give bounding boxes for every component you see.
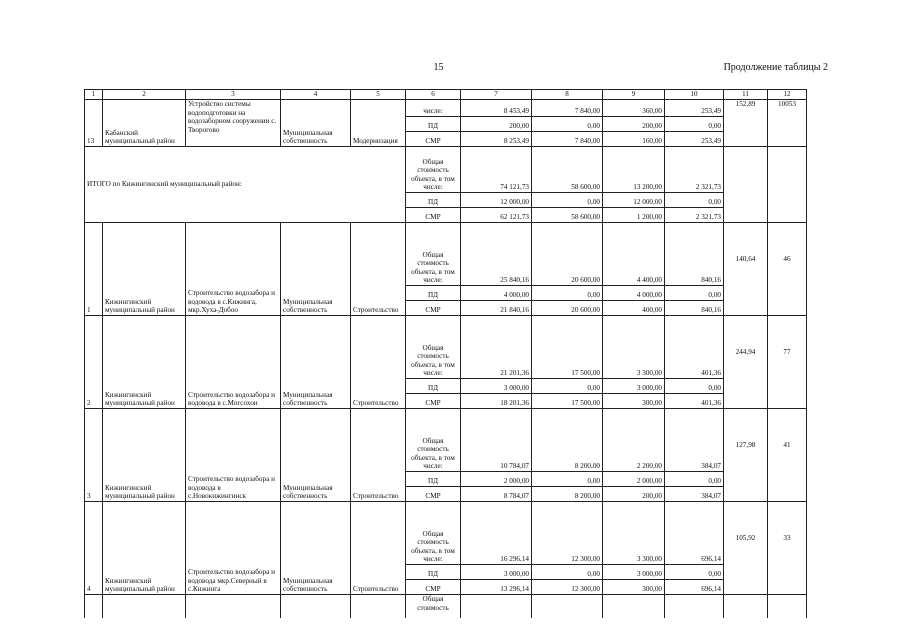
col11-cell: 244,94 xyxy=(724,316,768,409)
col12-cell xyxy=(768,147,807,223)
district-cell: Кабанский муниципальный район xyxy=(103,100,186,147)
value-cell: 12 300,00 xyxy=(532,502,603,565)
col11-cell xyxy=(724,595,768,619)
smr-label: СМР xyxy=(406,394,461,409)
project-cell: Строительство водозабора и водовода в с.Кижинга, мкр.Хуха-Добоо xyxy=(186,223,281,316)
row-number: 3 xyxy=(85,409,103,502)
column-number-header xyxy=(85,90,807,100)
value-cell: 401,36 xyxy=(665,394,724,409)
work-type-cell: Строительство xyxy=(351,316,406,409)
value-cell: 253,49 xyxy=(665,100,724,117)
cost-label: Общая стоимость xyxy=(406,595,461,619)
ownership-cell: Муниципальная собственность xyxy=(281,409,351,502)
value-cell: 20 600,00 xyxy=(532,223,603,286)
value-cell: 13 200,00 xyxy=(603,147,665,193)
value-cell: 18 201,36 xyxy=(461,394,532,409)
total-row xyxy=(85,147,807,193)
col12-cell: 33 xyxy=(768,502,807,595)
col12-cell: 10053 xyxy=(768,100,807,147)
work-type-cell: Строительство xyxy=(351,223,406,316)
smr-label: СМР xyxy=(406,132,461,147)
value-cell: 0,00 xyxy=(665,193,724,208)
col12-cell: 77 xyxy=(768,316,807,409)
table-row xyxy=(85,223,807,286)
smr-label: СМР xyxy=(406,208,461,223)
value-cell: 16 296,14 xyxy=(461,502,532,565)
header-cell: 8 xyxy=(532,90,603,100)
value-cell xyxy=(603,595,665,619)
total-label: ИТОГО по Кижингинский муниципальный район: xyxy=(85,147,406,223)
header-cell: 1 xyxy=(85,90,103,100)
pd-label: ПД xyxy=(406,286,461,301)
value-cell: 7 840,00 xyxy=(532,100,603,117)
data-table xyxy=(84,89,807,618)
row-number: 13 xyxy=(85,100,103,147)
value-cell: 2 200,00 xyxy=(603,409,665,472)
col12-cell: 41 xyxy=(768,409,807,502)
value-cell: 0,00 xyxy=(665,117,724,132)
ownership-cell: Муниципальная собственность xyxy=(281,502,351,595)
value-cell: 401,36 xyxy=(665,316,724,379)
value-cell: 8 253,49 xyxy=(461,132,532,147)
value-cell: 3 300,00 xyxy=(603,316,665,379)
ownership-cell xyxy=(281,595,351,619)
pd-label: ПД xyxy=(406,193,461,208)
table-row xyxy=(85,595,807,619)
header-cell: 2 xyxy=(103,90,186,100)
value-cell xyxy=(532,595,603,619)
header-cell: 10 xyxy=(665,90,724,100)
value-cell: 3 000,00 xyxy=(461,379,532,394)
district-cell: Кижингинский муниципальный район xyxy=(103,316,186,409)
value-cell: 0,00 xyxy=(665,472,724,487)
value-cell: 0,00 xyxy=(532,193,603,208)
row-number: 2 xyxy=(85,316,103,409)
page-number: 15 xyxy=(433,62,444,73)
value-cell: 8 200,00 xyxy=(532,487,603,502)
pd-label: ПД xyxy=(406,379,461,394)
value-cell: 17 500,00 xyxy=(532,316,603,379)
value-cell: 0,00 xyxy=(532,286,603,301)
value-cell: 400,00 xyxy=(603,301,665,316)
value-cell: 74 121,73 xyxy=(461,147,532,193)
value-cell: 2 000,00 xyxy=(461,472,532,487)
project-cell: Строительство водозабора и водовода в с.Новокижингинск xyxy=(186,409,281,502)
header-cell: 7 xyxy=(461,90,532,100)
value-cell: 2 000,00 xyxy=(603,472,665,487)
work-type-cell xyxy=(351,595,406,619)
value-cell: 0,00 xyxy=(532,472,603,487)
value-cell: 12 300,00 xyxy=(532,580,603,595)
value-cell: 3 000,00 xyxy=(603,379,665,394)
value-cell: 12 000,00 xyxy=(461,193,532,208)
value-cell: 12 000,00 xyxy=(603,193,665,208)
value-cell: 300,00 xyxy=(603,580,665,595)
district-cell: Кижингинский муниципальный район xyxy=(103,223,186,316)
value-cell: 20 600,00 xyxy=(532,301,603,316)
project-cell: Строительство водозабора и водовода мкр.Северный в с.Кижинга xyxy=(186,502,281,595)
header-cell: 5 xyxy=(351,90,406,100)
cost-label: Общая стоимость объекта, в том числе: xyxy=(406,223,461,286)
cost-label: числе: xyxy=(406,100,461,117)
value-cell: 4 400,00 xyxy=(603,223,665,286)
pd-label: ПД xyxy=(406,565,461,580)
cost-label: Общая стоимость объекта, в том числе: xyxy=(406,147,461,193)
value-cell: 58 600,00 xyxy=(532,147,603,193)
value-cell: 200,00 xyxy=(461,117,532,132)
header-cell: 4 xyxy=(281,90,351,100)
value-cell: 62 121,73 xyxy=(461,208,532,223)
value-cell: 1 200,00 xyxy=(603,208,665,223)
value-cell: 58 600,00 xyxy=(532,208,603,223)
ownership-cell: Муниципальная собственность xyxy=(281,100,351,147)
project-cell: Устройство системы водоподготовки на водозаборном сооружении с. Твороговo xyxy=(186,100,281,147)
col11-cell: 140,64 xyxy=(724,223,768,316)
row-number xyxy=(85,595,103,619)
value-cell: 840,16 xyxy=(665,223,724,286)
pd-label: ПД xyxy=(406,117,461,132)
table-row xyxy=(85,100,807,117)
value-cell: 25 840,16 xyxy=(461,223,532,286)
value-cell: 13 296,14 xyxy=(461,580,532,595)
col11-cell: 127,98 xyxy=(724,409,768,502)
ownership-cell: Муниципальная собственность xyxy=(281,316,351,409)
value-cell: 2 321,73 xyxy=(665,208,724,223)
district-cell: Кижингинский муниципальный район xyxy=(103,409,186,502)
value-cell: 3 300,00 xyxy=(603,502,665,565)
value-cell: 300,00 xyxy=(603,394,665,409)
smr-label: СМР xyxy=(406,301,461,316)
value-cell xyxy=(665,595,724,619)
header-cell: 11 xyxy=(724,90,768,100)
work-type-cell: Модернизация xyxy=(351,100,406,147)
value-cell: 4 000,00 xyxy=(461,286,532,301)
value-cell: 160,00 xyxy=(603,132,665,147)
value-cell: 8 784,07 xyxy=(461,487,532,502)
col12-cell xyxy=(768,595,807,619)
smr-label: СМР xyxy=(406,580,461,595)
value-cell: 21 840,16 xyxy=(461,301,532,316)
value-cell: 0,00 xyxy=(665,379,724,394)
pd-label: ПД xyxy=(406,472,461,487)
value-cell xyxy=(461,595,532,619)
value-cell: 0,00 xyxy=(532,565,603,580)
cost-label: Общая стоимость объекта, в том числе: xyxy=(406,502,461,565)
header-cell: 3 xyxy=(186,90,281,100)
value-cell: 2 321,73 xyxy=(665,147,724,193)
value-cell: 0,00 xyxy=(532,117,603,132)
value-cell: 7 840,00 xyxy=(532,132,603,147)
header-cell: 6 xyxy=(406,90,461,100)
smr-label: СМР xyxy=(406,487,461,502)
district-cell xyxy=(103,595,186,619)
value-cell: 200,00 xyxy=(603,117,665,132)
value-cell: 360,00 xyxy=(603,100,665,117)
cost-label: Общая стоимость объекта, в том числе: xyxy=(406,409,461,472)
value-cell: 3 000,00 xyxy=(461,565,532,580)
value-cell: 0,00 xyxy=(665,286,724,301)
col11-cell xyxy=(724,147,768,223)
header-cell: 9 xyxy=(603,90,665,100)
district-cell: Кижингинский муниципальный район xyxy=(103,502,186,595)
col11-cell: 152,89 xyxy=(724,100,768,147)
table-continuation-label: Продолжение таблицы 2 xyxy=(723,62,828,73)
value-cell: 253,49 xyxy=(665,132,724,147)
work-type-cell: Строительство xyxy=(351,409,406,502)
cost-label: Общая стоимость объекта, в том числе: xyxy=(406,316,461,379)
table-row xyxy=(85,316,807,379)
value-cell: 384,07 xyxy=(665,409,724,472)
row-number: 4 xyxy=(85,502,103,595)
table-row xyxy=(85,502,807,565)
value-cell: 0,00 xyxy=(665,565,724,580)
value-cell: 8 453,49 xyxy=(461,100,532,117)
col11-cell: 105,92 xyxy=(724,502,768,595)
project-cell xyxy=(186,595,281,619)
value-cell: 10 784,07 xyxy=(461,409,532,472)
work-type-cell: Строительство xyxy=(351,502,406,595)
value-cell: 17 500,00 xyxy=(532,394,603,409)
ownership-cell: Муниципальная собственность xyxy=(281,223,351,316)
table-row xyxy=(85,409,807,472)
value-cell: 21 201,36 xyxy=(461,316,532,379)
header-cell: 12 xyxy=(768,90,807,100)
value-cell: 696,14 xyxy=(665,580,724,595)
value-cell: 4 000,00 xyxy=(603,286,665,301)
value-cell: 840,16 xyxy=(665,301,724,316)
row-number: 1 xyxy=(85,223,103,316)
project-cell: Строительство водозабора и водовода в с.Могсохон xyxy=(186,316,281,409)
value-cell: 3 000,00 xyxy=(603,565,665,580)
value-cell: 384,07 xyxy=(665,487,724,502)
value-cell: 8 200,00 xyxy=(532,409,603,472)
value-cell: 0,00 xyxy=(532,379,603,394)
col12-cell: 46 xyxy=(768,223,807,316)
value-cell: 696,14 xyxy=(665,502,724,565)
value-cell: 200,00 xyxy=(603,487,665,502)
